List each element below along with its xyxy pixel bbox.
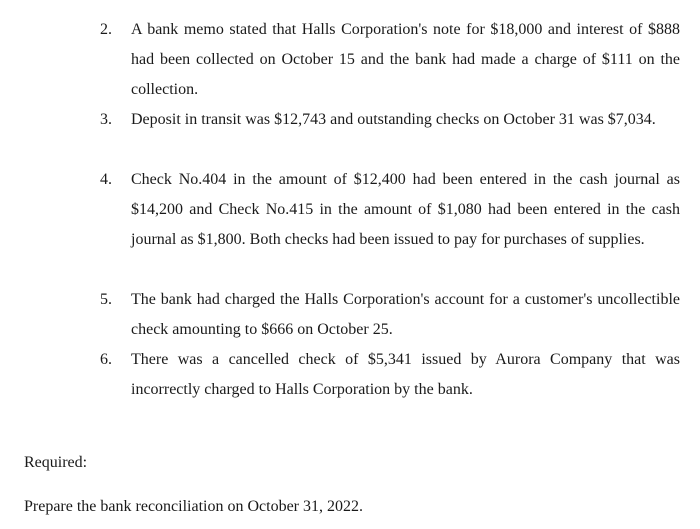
- list-item-number: 6.: [100, 351, 112, 368]
- list-item-number: 2.: [100, 21, 112, 38]
- list-item-number: 4.: [100, 171, 112, 188]
- required-label: Required:: [24, 454, 88, 471]
- instruction-text: Prepare the bank reconciliation on October 31, 2022.: [24, 498, 363, 515]
- list-item-text: Deposit in transit was $12,743 and outstanding checks on October 31 was $7,034.: [131, 111, 656, 128]
- list-item-number: 5.: [100, 291, 112, 308]
- list-item-text: The bank had charged the Halls Corporation's account for a customer's uncollectible check amounting to $666 on October 25.: [131, 291, 680, 338]
- list-item-text: A bank memo stated that Halls Corporation's note for $18,000 and interest of $888 had been collected on October 15 and the bank had made a charge of $111 on the collection.: [131, 21, 680, 98]
- list-item-text: Check No.404 in the amount of $12,400 had been entered in the cash journal as $14,200 and Check No.415 in the amount of $1,080 had been entered in the cash journal as $1,800. Both checks had been issued to pay for purchases of supplies.: [131, 171, 680, 248]
- list-item-number: 3.: [100, 111, 112, 128]
- list-item-text: There was a cancelled check of $5,341 issued by Aurora Company that was incorrectly charged to Halls Corporation by the bank.: [131, 351, 680, 398]
